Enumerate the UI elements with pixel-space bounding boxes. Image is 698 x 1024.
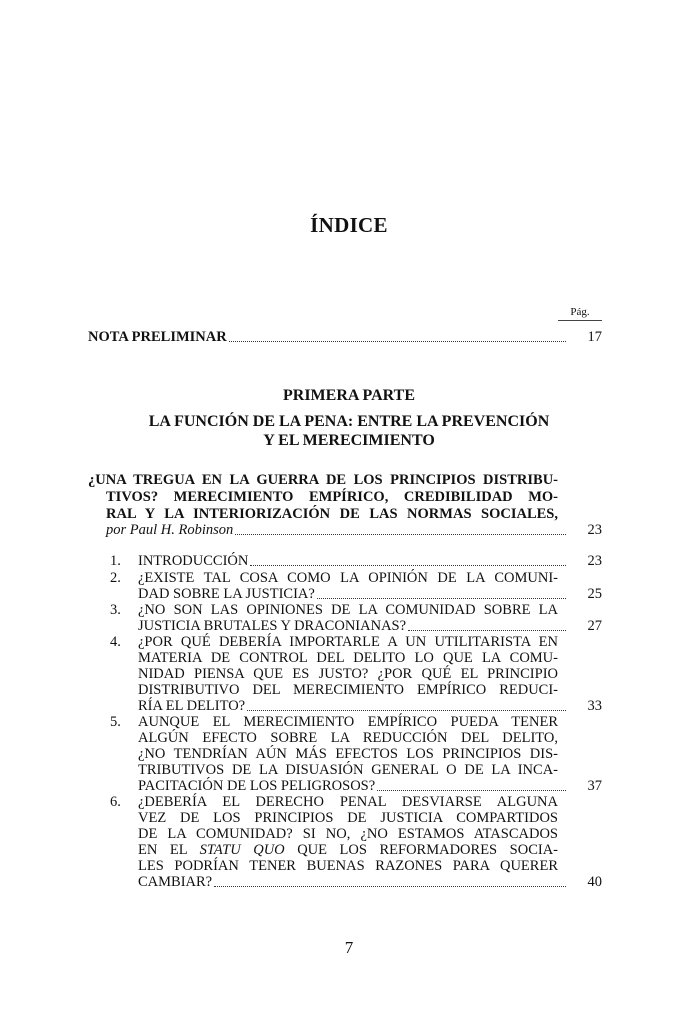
toc-item-label: INTRODUCCIÓN: [138, 553, 249, 569]
toc-item-last-line: [138, 698, 602, 714]
toc-item-label: PACITACIÓN DE LOS PELIGROSOS?: [138, 778, 376, 794]
toc-page-number: 23: [587, 522, 602, 538]
toc-item-last-line: [138, 586, 602, 602]
toc-entry-label: NOTA PRELIMINAR: [88, 329, 227, 345]
toc-item-line: LES PODRÍAN TENER BUENAS RAZONES PARA QUERER: [138, 858, 558, 874]
toc-item-line: NIDAD PIENSA QUE ES JUSTO? ¿POR QUÉ EL PRINCIPIO: [138, 666, 558, 682]
toc-item-line: VEZ DE LOS PRINCIPIOS DE JUSTICIA COMPARTIDOS: [138, 810, 558, 826]
toc-item-line: ¿EXISTE TAL COSA COMO LA OPINIÓN DE LA COMUNI-: [138, 570, 558, 586]
toc-page-number: 33: [587, 698, 602, 714]
toc-page-number: 40: [587, 874, 602, 890]
toc-item-line: ALGÚN EFECTO SOBRE LA REDUCCIÓN DEL DELITO,: [138, 730, 558, 746]
toc-item-line: DISTRIBUTIVO DEL MERECIMIENTO EMPÍRICO REDUCI-: [138, 682, 558, 698]
italic-term: STATU QUO: [199, 842, 285, 858]
part-heading: PRIMERA PARTE: [282, 387, 416, 404]
toc-item-line: AUNQUE EL MERECIMIENTO EMPÍRICO PUEDA TENER: [138, 714, 558, 730]
chapter-author: por Paul H. Robinson: [106, 522, 234, 538]
toc-item-number: 1.: [110, 553, 121, 569]
toc-page-number: 25: [587, 586, 602, 602]
toc-item-line: ¿POR QUÉ DEBERÍA IMPORTARLE A UN UTILITARISTA EN: [138, 634, 558, 650]
toc-item-line: EN EL STATU QUO QUE LOS REFORMADORES SOCIA-: [138, 842, 558, 858]
toc-item-label: CAMBIAR?: [138, 874, 213, 890]
toc-item-line: DE LA COMUNIDAD? SI NO, ¿NO ESTAMOS ATASCADOS: [138, 826, 558, 842]
toc-item-label: RÍA EL DELITO?: [138, 698, 246, 714]
toc-page-number: 27: [587, 618, 602, 634]
toc-item-label: JUSTICIA BRUTALES Y DRACONIANAS?: [138, 618, 407, 634]
chapter-title-line: TIVOS? MERECIMIENTO EMPÍRICO, CREDIBILIDAD MO-: [106, 489, 558, 505]
leader-dots: [317, 597, 566, 599]
toc-item-last-line: [138, 618, 602, 634]
toc-item-number: 6.: [110, 794, 121, 810]
page-title: ÍNDICE: [310, 213, 388, 237]
toc-item-last-line: [138, 778, 602, 794]
toc-item-number: 2.: [110, 570, 121, 586]
toc-item-number: 4.: [110, 634, 121, 650]
toc-entry-nota[interactable]: [88, 329, 602, 345]
leader-dots: [214, 885, 566, 887]
toc-item-number: 5.: [110, 714, 121, 730]
toc-item-last-line: [138, 553, 602, 569]
page-column-label: Pág.: [558, 306, 602, 321]
part-subtitle-line-2: Y EL MERECIMIENTO: [263, 432, 435, 449]
toc-item-line: ¿NO TENDRÍAN AÚN MÁS EFECTOS LOS PRINCIPIOS DIS-: [138, 746, 558, 762]
toc-page-number: 37: [587, 778, 602, 794]
page-number: 7: [344, 938, 354, 957]
toc-item-label: DAD SOBRE LA JUSTICIA?: [138, 586, 315, 602]
leader-dots: [408, 629, 566, 631]
toc-item-line: MATERIA DE CONTROL DEL DELITO LO QUE LA COMU-: [138, 650, 558, 666]
toc-item-line: ¿NO SON LAS OPINIONES DE LA COMUNIDAD SOBRE LA: [138, 602, 558, 618]
part-subtitle-line-1: LA FUNCIÓN DE LA PENA: ENTRE LA PREVENCIÓN: [148, 413, 550, 430]
leader-dots: [247, 709, 566, 711]
toc-page-number: 23: [587, 553, 602, 569]
toc-item-line: ¿DEBERÍA EL DERECHO PENAL DESVIARSE ALGUNA: [138, 794, 558, 810]
leader-dots: [235, 533, 566, 535]
leader-dots: [229, 340, 566, 342]
leader-dots: [377, 789, 566, 791]
leader-dots: [250, 564, 566, 566]
toc-item-number: 3.: [110, 602, 121, 618]
chapter-title-line: ¿UNA TREGUA EN LA GUERRA DE LOS PRINCIPIOS DISTRIBU-: [88, 472, 558, 488]
chapter-title-line: RAL Y LA INTERIORIZACIÓN DE LAS NORMAS SOCIALES,: [106, 506, 558, 522]
toc-item-line: TRIBUTIVOS DE LA DISUASIÓN GENERAL O DE LA INCA-: [138, 762, 558, 778]
toc-item-last-line: [138, 874, 602, 890]
toc-page-number: 17: [587, 329, 602, 345]
chapter-author-row: [106, 522, 602, 538]
